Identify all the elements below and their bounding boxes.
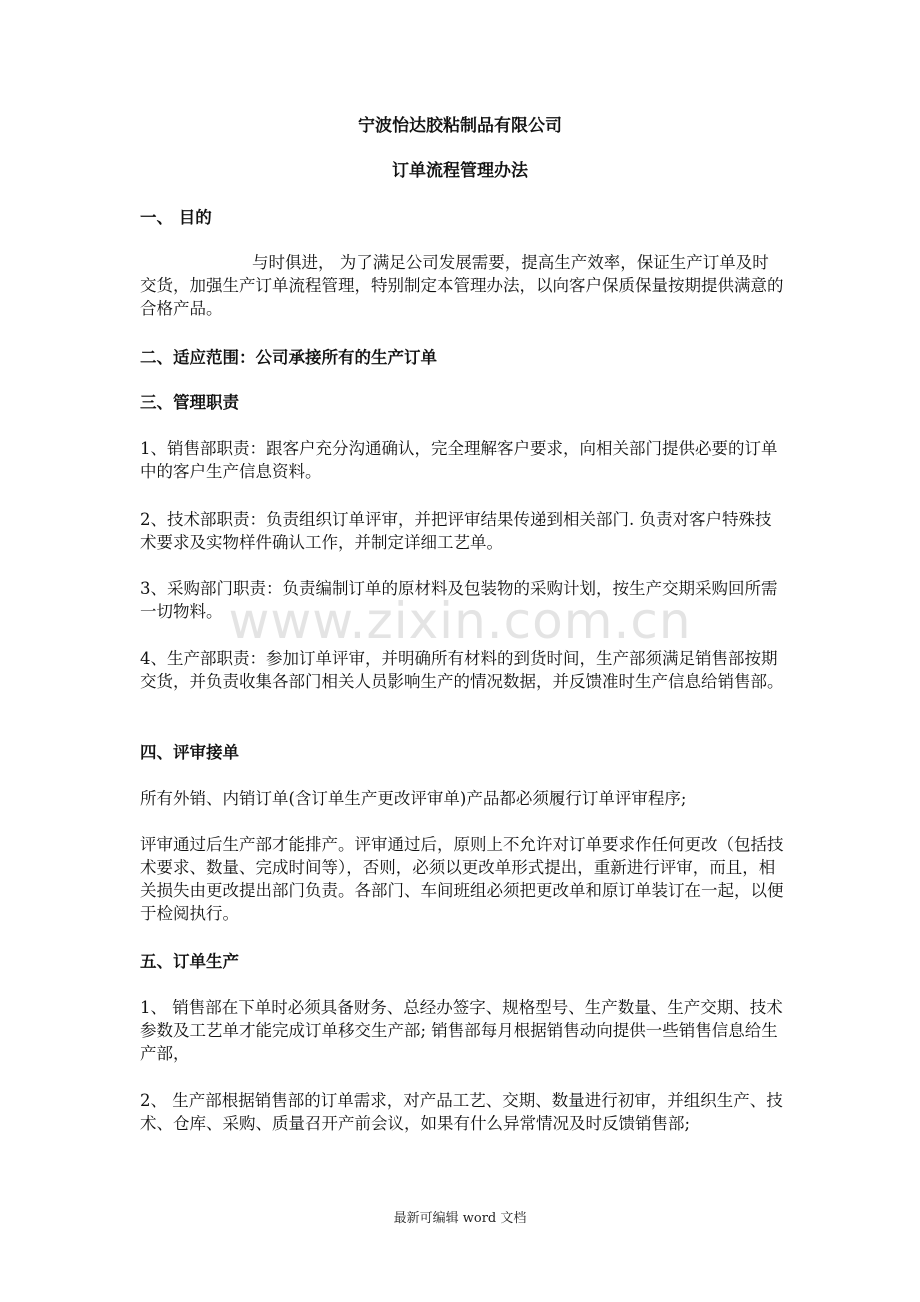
section-3-heading: 三、管理职责 xyxy=(140,393,239,412)
section-1-heading: 一、 目的 xyxy=(140,208,212,227)
document-title: 订单流程管理办法 xyxy=(392,161,528,181)
company-name: 宁波怡达胶粘制品有限公司 xyxy=(358,116,562,136)
section-3-item-1: 1、销售部职责：跟客户充分沟通确认，完全理解客户要求，向相关部门提供必要的订单中的客户生产信息资料。 xyxy=(140,439,778,481)
section-1-paragraph: 与时俱进， 为了满足公司发展需要，提高生产效率，保证生产订单及时交货，加强生产订单流程管理，特别制定本管理办法，以向客户保质保量按期提供满意的合格产品。 xyxy=(140,253,784,318)
watermark: www.zixin.com.cn xyxy=(228,592,692,650)
section-4-heading: 四、评审接单 xyxy=(140,743,239,762)
section-4-paragraph-2: 评审通过后生产部才能排产。评审通过后，原则上不允许对订单要求作任何更改（包括技术要求、数量、完成时间等），否则，必须以更改单形式提出，重新进行评审，而且，相关损失由更改提出部门负责。各部门、车间班组必须把更改单和原订单装订在一起，以便于检阅执行。 xyxy=(140,835,784,923)
section-3-item-4: 4、生产部职责：参加订单评审，并明确所有材料的到货时间，生产部须满足销售部按期交货，并负责收集各部门相关人员影响生产的情况数据，并反馈准时生产信息给销售部。 xyxy=(140,649,784,691)
section-2-heading: 二、适应范围：公司承接所有的生产订单 xyxy=(140,348,437,367)
section-4-paragraph-1: 所有外销、内销订单(含订单生产更改评审单)产品都必须履行订单评审程序; xyxy=(140,789,687,808)
section-5-heading: 五、订单生产 xyxy=(140,952,239,971)
page-footer: 最新可编辑 word 文档 xyxy=(393,1211,527,1226)
section-5-item-2: 2、 生产部根据销售部的订单需求，对产品工艺、交期、数量进行初审，并组织生产、技术、仓库、采购、质量召开产前会议，如果有什么异常情况及时反馈销售部; xyxy=(140,1091,783,1133)
section-3-item-3: 3、采购部门职责：负责编制订单的原材料及包装物的采购计划，按生产交期采购回所需一切物料。 xyxy=(140,579,778,621)
section-3-item-2: 2、技术部职责：负责组织订单评审，并把评审结果传递到相关部门. 负责对客户特殊技术要求及实物样件确认工作，并制定详细工艺单。 xyxy=(140,510,772,552)
section-5-item-1: 1、 销售部在下单时必须具备财务、总经办签字、规格型号、生产数量、生产交期、技术参数及工艺单才能完成订单移交生产部; 销售部每月根据销售动向提供一些销售信息给生产部， xyxy=(140,998,783,1063)
